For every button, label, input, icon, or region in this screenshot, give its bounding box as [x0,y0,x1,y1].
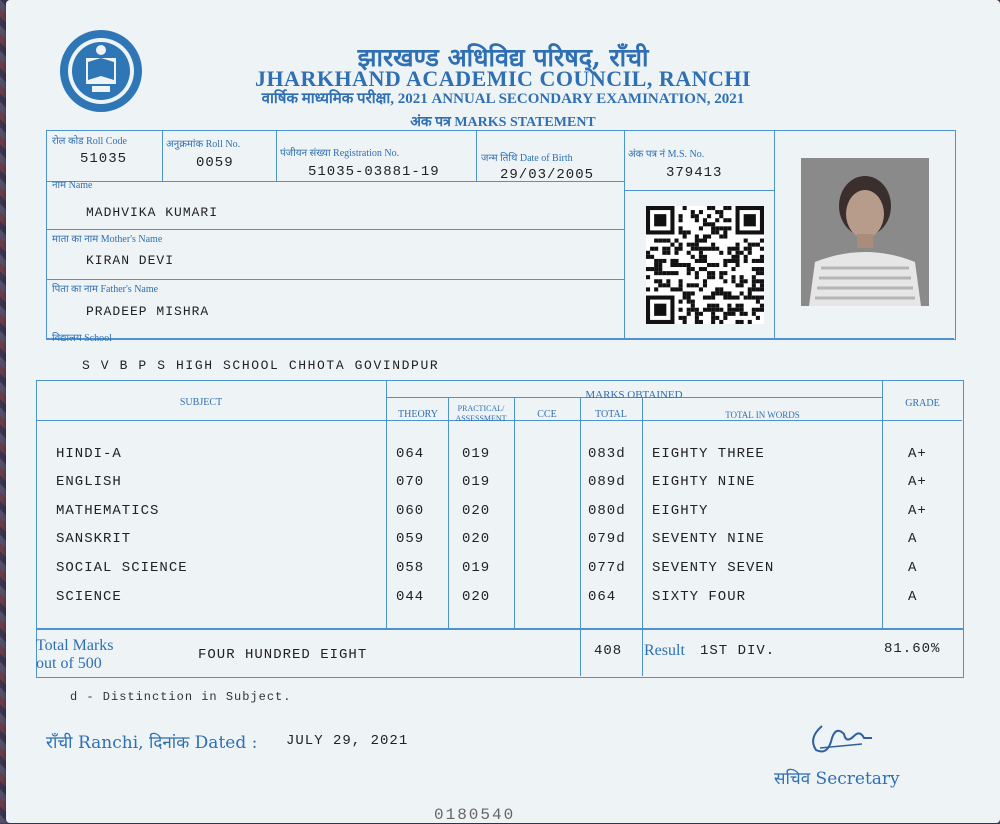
theory-marks: 060 [396,503,425,519]
total-marks-words: FOUR HUNDRED EIGHT [198,647,368,663]
grade: A [908,531,918,547]
divider [882,380,883,628]
divider [46,279,624,280]
theory-marks: 058 [396,560,425,576]
dob-label: जन्म तिथि Date of Birth [481,153,573,164]
total-marks: 077d [588,560,626,576]
divider [642,628,643,676]
total-in-words-header: TOTAL IN WORDS [725,410,800,420]
divider [46,338,954,339]
divider [448,397,449,628]
divider [46,229,624,230]
theory-header: THEORY [398,409,438,420]
statement-title: अंक पत्र MARKS STATEMENT [410,115,596,130]
divider [580,628,581,676]
student-photo [801,158,929,306]
distinction-note: d - Distinction in Subject. [70,690,292,704]
subject-name: SOCIAL SCIENCE [56,560,188,576]
serial-number: 0180540 [434,806,516,824]
divider [580,397,581,628]
subject-header: SUBJECT [179,397,223,408]
registration-label: पंजीयन संख्या Registration No. [280,148,400,159]
hindi-title: झारखण्ड अधिविद्य परिषद्, राँची [357,43,649,72]
date-of-birth: 29/03/2005 [500,167,595,183]
practical-marks: 019 [462,560,491,576]
cce-header: CCE [537,409,557,420]
exam-line: वार्षिक माध्यमिक परीक्षा, 2021 ANNUAL SECONDARY EXAMINATION, 2021 [261,91,745,107]
roll-no: 0059 [196,155,234,171]
secretary-label: सचिव Secretary [774,769,900,789]
practical-marks: 019 [462,446,491,462]
divider [162,130,163,181]
total-in-words: SIXTY FOUR [652,589,747,605]
ms-no: 379413 [666,165,723,181]
subject-name: HINDI-A [56,446,122,462]
grade: A [908,560,918,576]
subject-name: MATHEMATICS [56,503,160,519]
mother-name: KIRAN DEVI [86,253,175,268]
total-header: TOTAL [595,409,627,420]
place-dated-label: राँची Ranchi, दिनांक Dated : [46,733,258,753]
divider [624,130,625,338]
total-in-words: SEVENTY NINE [652,531,765,547]
practical-marks: 020 [462,531,491,547]
percentage: 81.60% [884,641,941,657]
total-in-words: EIGHTY [652,503,709,519]
name-label: नाम Name [52,180,93,191]
divider [476,130,477,181]
total-marks-label: Total Marks [36,637,114,654]
student-name: MADHVIKA KUMARI [86,205,219,220]
total-marks-value: 408 [594,643,623,659]
divider [386,380,387,628]
ms-no-label: अंक पत्र नं M.S. No. [628,149,705,160]
total-in-words: EIGHTY THREE [652,446,765,462]
roll-code: 51035 [80,151,128,167]
marks-obtained-header: MARKS OBTAINED [585,389,683,401]
divider [642,397,643,628]
result-value: 1ST DIV. [700,643,776,659]
grade: A+ [908,474,927,490]
total-marks: 079d [588,531,626,547]
total-marks: 083d [588,446,626,462]
divider [276,130,277,181]
school-name: S V B P S HIGH SCHOOL CHHOTA GOVINDPUR [82,358,440,373]
qr-code [646,206,764,324]
practical-marks: 020 [462,503,491,519]
grade-header: GRADE [905,398,940,409]
grade: A+ [908,503,927,519]
subject-name: ENGLISH [56,474,122,490]
divider [774,130,775,338]
father-label: पिता का नाम Father's Name [52,284,159,295]
issue-date: JULY 29, 2021 [286,733,409,749]
school-label: विद्यालय School [52,333,112,344]
result-label: Result [644,642,685,659]
practical-marks: 019 [462,474,491,490]
registration-no: 51035-03881-19 [308,164,440,180]
subject-name: SCIENCE [56,589,122,605]
total-marks: 080d [588,503,626,519]
theory-marks: 059 [396,531,425,547]
subject-name: SANSKRIT [56,531,132,547]
marks-statement-sheet [6,0,1000,823]
out-of-500-label: out of 500 [36,655,102,672]
mother-label: माता का नाम Mother's Name [52,234,163,245]
divider [624,190,774,191]
total-in-words: EIGHTY NINE [652,474,756,490]
total-in-words: SEVENTY SEVEN [652,560,775,576]
roll-no-label: अनुक्रमांक Roll No. [166,139,241,150]
grade: A [908,589,918,605]
theory-marks: 070 [396,474,425,490]
secretary-signature [802,708,882,760]
practical-header: PRACTICAL/ ASSESSMENT [455,404,507,423]
theory-marks: 064 [396,446,425,462]
total-marks-row [36,628,964,678]
total-marks: 089d [588,474,626,490]
father-name: PRADEEP MISHRA [86,304,210,319]
total-marks: 064 [588,589,617,605]
english-title: JHARKHAND ACADEMIC COUNCIL, RANCHI [254,66,752,91]
roll-code-label: रोल कोड Roll Code [52,136,127,147]
divider [514,397,515,628]
practical-marks: 020 [462,589,491,605]
grade: A+ [908,446,927,462]
theory-marks: 044 [396,589,425,605]
